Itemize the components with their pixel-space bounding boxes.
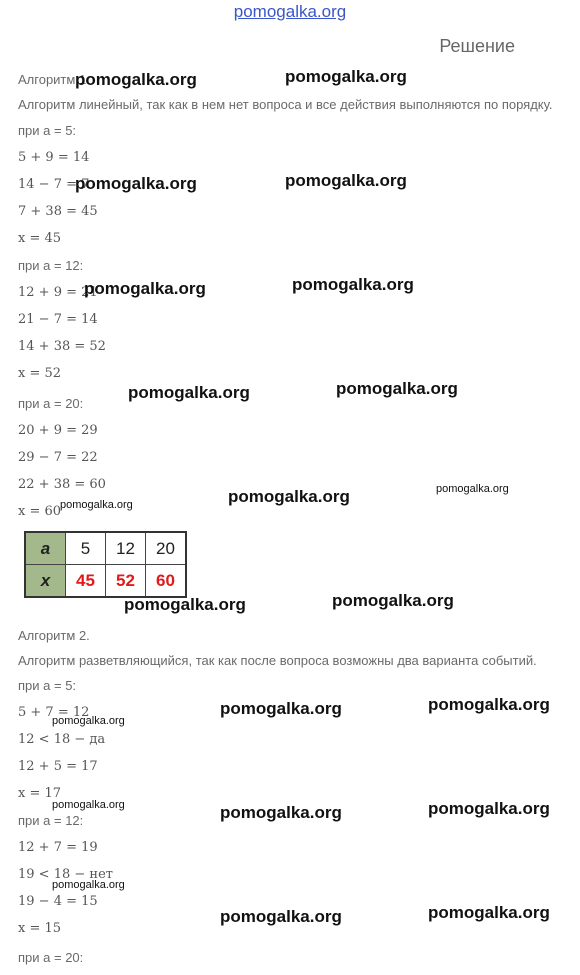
math-line: 5 + 9 = 14: [18, 150, 90, 165]
text-line: Алгоритм линейный, так как в нем нет вопроса и все действия выполняются по порядку.: [18, 97, 553, 112]
watermark: pomogalka.org: [436, 483, 509, 495]
math-line: 5 + 7 = 12: [18, 705, 90, 720]
text-line: при a = 12:: [18, 258, 84, 273]
watermark: pomogalka.org: [84, 279, 206, 298]
watermark: pomogalka.org: [285, 67, 407, 86]
watermark: pomogalka.org: [75, 70, 197, 89]
table-row: [25, 532, 186, 565]
watermark: pomogalka.org: [52, 715, 125, 727]
watermark: pomogalka.org: [52, 799, 125, 811]
watermark: pomogalka.org: [124, 595, 246, 614]
math-line: x = 52: [18, 366, 62, 381]
table-header-x: x: [25, 565, 66, 598]
math-line: 19 − 4 = 15: [18, 894, 98, 909]
watermark: pomogalka.org: [228, 487, 350, 506]
watermark: pomogalka.org: [220, 699, 342, 718]
math-line: 19 < 18 − нет: [18, 867, 113, 882]
text-line: при a = 5:: [18, 678, 77, 693]
text-line: Алгоритм разветвляющийся, так как после вопроса возможны два варианта событий.: [18, 653, 537, 668]
text-line: Алгоритм 1: [18, 72, 87, 87]
table-cell: 52: [106, 565, 146, 598]
watermark: pomogalka.org: [75, 174, 197, 193]
math-line: 14 − 7 = 7: [18, 177, 90, 192]
solution-heading: Решение: [439, 36, 515, 56]
table-cell: 45: [66, 565, 106, 598]
watermark: pomogalka.org: [428, 799, 550, 818]
values-table: [24, 531, 187, 598]
math-line: 21 − 7 = 14: [18, 312, 98, 327]
table-cell: 20: [146, 532, 187, 565]
text-line: при a = 20:: [18, 396, 84, 411]
math-line: x = 17: [18, 786, 62, 801]
math-line: 12 + 5 = 17: [18, 759, 98, 774]
watermark: pomogalka.org: [52, 879, 125, 891]
watermark: pomogalka.org: [428, 903, 550, 922]
watermark: pomogalka.org: [128, 383, 250, 402]
watermark: pomogalka.org: [332, 591, 454, 610]
text-line: при a = 12:: [18, 813, 84, 828]
watermark: pomogalka.org: [428, 695, 550, 714]
site-link[interactable]: pomogalka.org: [233, 2, 347, 21]
text-line: при a = 5:: [18, 123, 77, 138]
text-line: при a = 20:: [18, 950, 84, 965]
math-line: 12 + 7 = 19: [18, 840, 98, 855]
math-line: 29 − 7 = 22: [18, 450, 98, 465]
math-line: x = 15: [18, 921, 62, 936]
table-cell: 60: [146, 565, 187, 598]
math-line: 7 + 38 = 45: [18, 204, 98, 219]
table-cell: 5: [66, 532, 106, 565]
text-line: Алгоритм 2.: [18, 628, 90, 643]
watermark: pomogalka.org: [285, 171, 407, 190]
math-line: 14 + 38 = 52: [18, 339, 106, 354]
table-header-a: a: [25, 532, 66, 565]
watermark: pomogalka.org: [336, 379, 458, 398]
watermark: pomogalka.org: [220, 907, 342, 926]
math-line: 22 + 38 = 60: [18, 477, 106, 492]
watermark: pomogalka.org: [292, 275, 414, 294]
math-line: x = 45: [18, 231, 62, 246]
math-line: 20 + 9 = 29: [18, 423, 98, 438]
table-cell: 12: [106, 532, 146, 565]
table-row: [25, 565, 186, 598]
math-line: 12 < 18 − да: [18, 732, 106, 747]
math-line: 12 + 9 = 21: [18, 285, 98, 300]
watermark: pomogalka.org: [220, 803, 342, 822]
math-line: x = 60: [18, 504, 62, 519]
watermark: pomogalka.org: [60, 499, 133, 511]
